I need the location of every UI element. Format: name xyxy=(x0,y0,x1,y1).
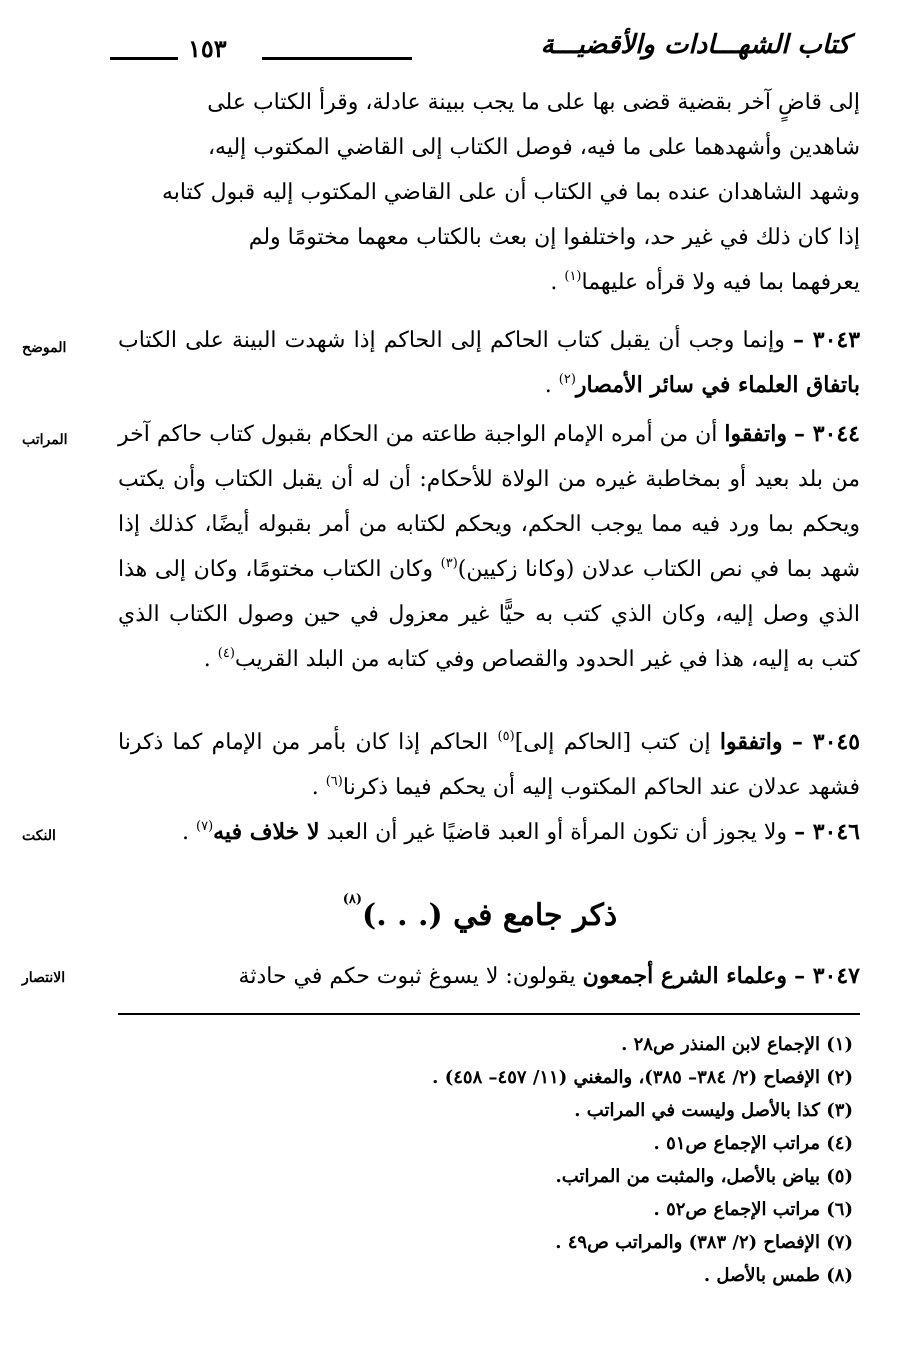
footnote-ref: (٥) xyxy=(497,729,515,744)
paragraph-3044 xyxy=(118,412,860,682)
bold-text: واتفقوا xyxy=(719,729,783,755)
paragraph-text: ٣٠٤٥ – واتفقوا إن كتب [الحاكم إلى]$^{(٥)}$ الحاكم إذا كان بأمر من الإمام كما ذكرنا فشهد عدلان عند الحاكم المكتوب إليه أن يحكم فيما ذكرنا$^{(٦)}$ . xyxy=(118,729,861,800)
footnote: (١) الإجماع لابن المنذر ص٢٨ . xyxy=(621,1034,853,1055)
header-rule xyxy=(262,57,412,60)
margin-source-label: النكت xyxy=(22,828,56,844)
footnote-ref: (٦) xyxy=(325,774,343,789)
paragraph-3047 xyxy=(118,954,860,999)
footnote-ref: (٢) xyxy=(558,372,576,387)
bold-text: وعلماء الشرع أجمعون xyxy=(582,963,788,989)
paragraph-text: ٣٠٤٤ – واتفقوا أن من أمره الإمام الواجبة طاعته من الحكام بقبول كتاب حاكم آخر من بلد بعيد أو بمخاطبة غيره من الولاة للأحكام: أن له أن يقبل الكتاب وأن يكتب ويحكم بما ورد فيه مما يوجب الحكم، ويحكم لكتابه من أمر بقبوله أيضًا، كذلك إذا شهد بما في نص الكتاب عدلان (وكانا زكيين)$^{(٣)}$ وكان الكتاب مختومًا، وكان إلى هذا الذي وصل إليه، وكان الذي كتب به حيًّا غير معزول في حين وصول الكتاب الذي كتب به إليه، هذا في غير الحدود والقصاص وفي كتابه من البلد القريب$^{(٤)}$ . xyxy=(118,421,861,672)
paragraph-number: ٣٠٤٥ – xyxy=(791,729,861,755)
text-span: وإنما وجب أن يقبل كتاب الحاكم إلى الحاكم إذا شهدت البينة على الكتاب xyxy=(118,328,785,353)
header-rule-left xyxy=(110,57,178,60)
footnotes xyxy=(118,1028,853,1292)
margin-source-label: الموضح xyxy=(22,340,67,356)
text-line: إذا كان ذلك في غير حد، واختلفوا إن بعث بالكتاب معهما مختومًا ولم xyxy=(248,225,860,250)
paragraph-3046 xyxy=(118,810,860,855)
text-span: يعرفهما بما فيه ولا قرأه عليهما xyxy=(581,270,860,295)
paragraph-text xyxy=(118,954,860,999)
bold-text: لا خلاف فيه xyxy=(213,819,320,845)
text-span: ولا يجوز أن تكون المرأة أو العبد قاضيًا غير أن العبد xyxy=(326,820,788,845)
paragraph-number: ٣٠٤٧ – xyxy=(794,963,860,989)
text-line: إلى قاضٍ آخر بقضية قضى بها على ما يجب ببينة عادلة، وقرأ الكتاب على xyxy=(207,90,860,115)
book-title: كتاب الشهـــادات والأقضيـــة xyxy=(540,30,850,60)
footnote: (٧) الإفصاح (٢/ ٣٨٣) والمراتب ص٤٩ . xyxy=(555,1232,853,1253)
paragraph-number: ٣٠٤٦ – xyxy=(794,819,860,845)
footnote: (٢) الإفصاح (٢/ ٣٨٤– ٣٨٥)، والمغني (١١/ ٤٥٧– ٤٥٨) . xyxy=(432,1067,853,1088)
page-number: ١٥٣ xyxy=(188,34,227,63)
text-span: وكان الكتاب مختومًا، وكان إلى هذا الذي وصل إليه، وكان الذي كتب به حيًّا غير معزول في حين وصول الكتاب الذي كتب به إليه، هذا في غير الحدود والقصاص وفي كتابه من البلد القريب xyxy=(118,557,860,672)
text-span: إن كتب [الحاكم إلى] xyxy=(514,730,711,755)
bold-text: باتفاق العلماء في سائر الأمصار xyxy=(575,372,860,398)
paragraph-continuation xyxy=(118,80,860,305)
text-span: يقولون: لا يسوغ ثبوت حكم في حادثة xyxy=(238,964,576,989)
text-line: شاهدين وأشهدهما على ما فيه، فوصل الكتاب إلى القاضي المكتوب إليه، xyxy=(207,135,860,160)
footnote-ref: (١) xyxy=(564,269,582,284)
footnote-ref: (٣) xyxy=(440,556,458,571)
paragraph-text: ٣٠٤٦ – ولا يجوز أن تكون المرأة أو العبد قاضيًا غير أن العبد لا خلاف فيه$^{(٧)}$ . xyxy=(182,819,860,845)
paragraph-3045 xyxy=(118,720,860,810)
footnote-ref: (٨) xyxy=(342,892,363,907)
footnote: (٨) طمس بالأصل . xyxy=(703,1265,853,1286)
text-line: يعرفهما بما فيه ولا قرأه عليهما$^{(١)}$ . xyxy=(550,269,860,295)
margin-source-label: المراتب xyxy=(22,432,68,448)
text-span: أن من أمره الإمام الواجبة طاعته من الحكام بقبول كتاب حاكم آخر من بلد بعيد أو بمخاطبة غيره من الولاة للأحكام: أن له أن يقبل الكتاب وأن يكتب ويحكم بما ورد فيه مما يوجب الحكم، ويحكم لكتابه من أمر بقبوله أيضًا، كذلك إذا شهد بما في نص الكتاب عدلان (وكانا زكيين) xyxy=(118,422,861,582)
paragraph-number: ٣٠٤٣ – xyxy=(792,327,861,353)
footnote-ref: (٤) xyxy=(217,646,235,661)
margin-source-label: الانتصار xyxy=(22,970,66,986)
page-header xyxy=(110,22,850,72)
footnote: (٣) كذا بالأصل وليست في المراتب . xyxy=(574,1100,853,1121)
heading-text: ذكر جامع في (. . .) xyxy=(362,898,618,933)
footnote: (٤) مراتب الإجماع ص٥١ . xyxy=(653,1133,853,1154)
footnote-ref: (٧) xyxy=(196,819,214,834)
paragraph-text: ٣٠٤٣ – وإنما وجب أن يقبل كتاب الحاكم إلى الحاكم إذا شهدت البينة على الكتاب باتفاق العلماء في سائر الأمصار$^{(٢)}$ . xyxy=(118,327,861,398)
footnote: (٥) بياض بالأصل، والمثبت من المراتب. xyxy=(555,1166,853,1187)
bold-text: واتفقوا xyxy=(724,421,788,447)
paragraph-3043 xyxy=(118,318,860,408)
text-span: الحاكم إذا كان بأمر من الإمام كما ذكرنا فشهد عدلان عند الحاكم المكتوب إليه أن يحكم فيما ذكرنا xyxy=(118,730,860,800)
footnote: (٦) مراتب الإجماع ص٥٢ . xyxy=(653,1199,853,1220)
paragraph-number: ٣٠٤٤ – xyxy=(794,421,860,447)
text-line: وشهد الشاهدان عنده بما في الكتاب أن على القاضي المكتوب إليه قبول كتابه xyxy=(161,180,860,205)
footnote-separator xyxy=(118,1013,860,1015)
section-heading xyxy=(100,892,860,933)
